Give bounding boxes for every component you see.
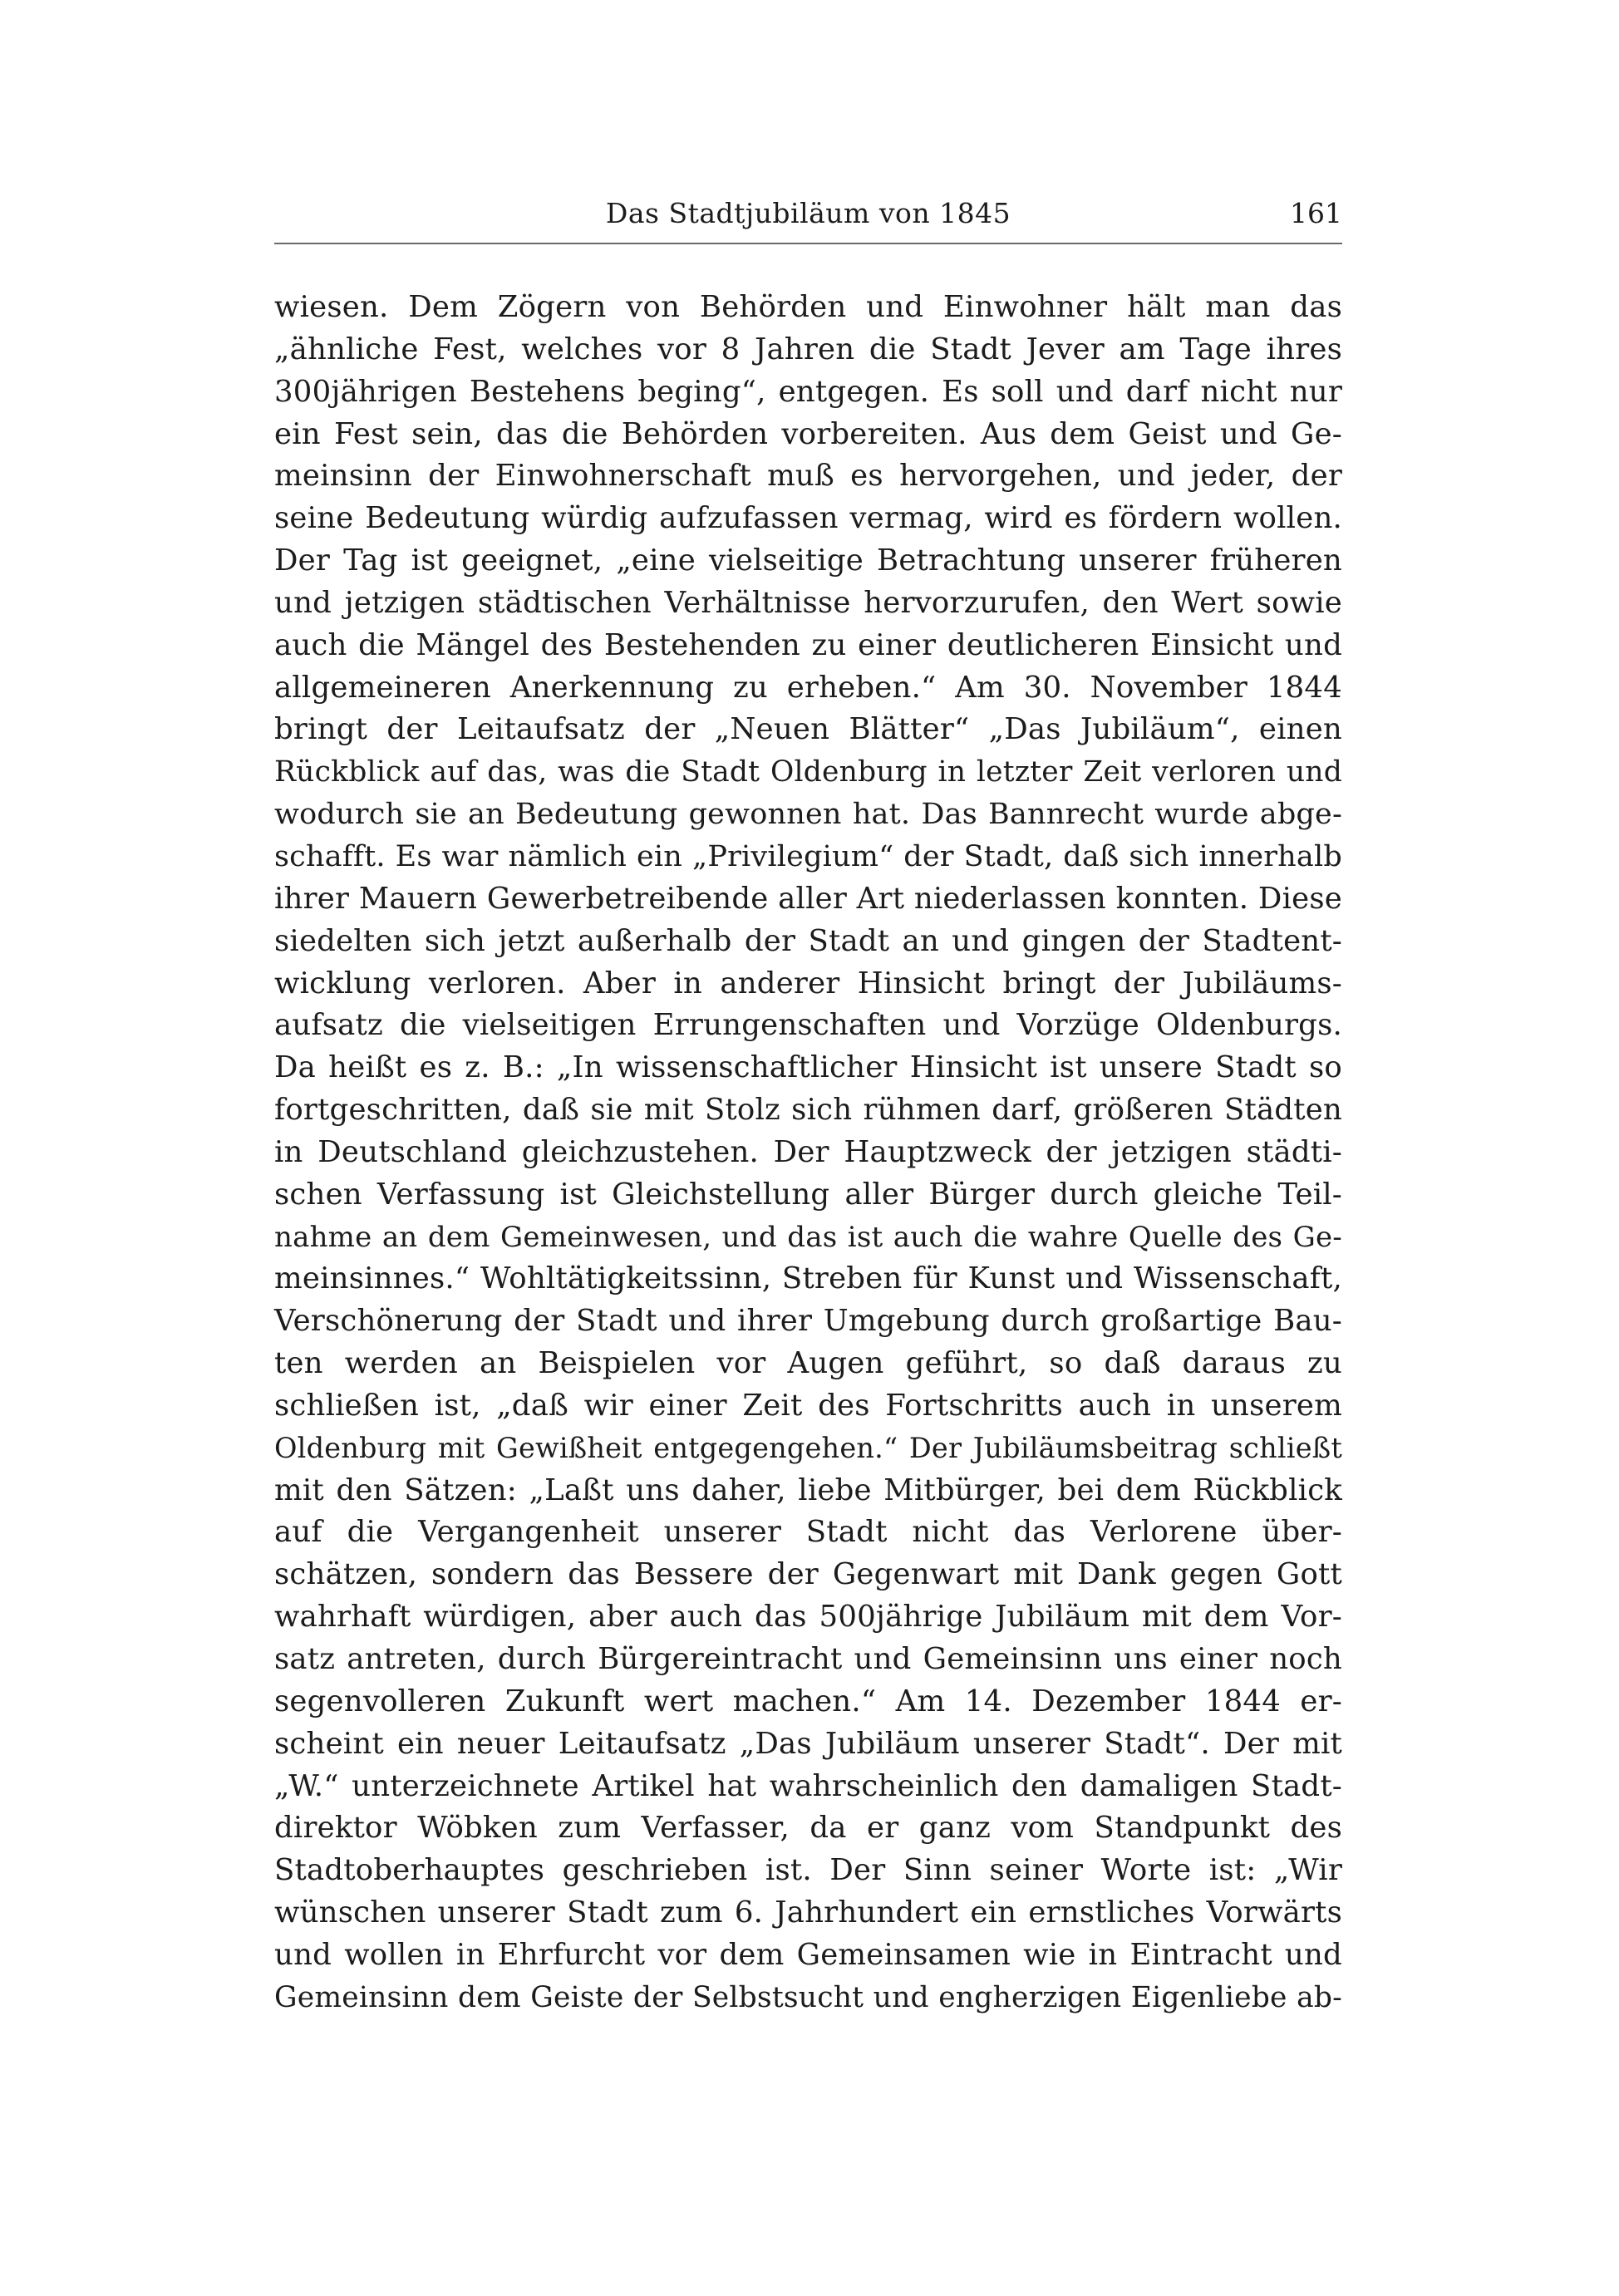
text-line: 300jährigen Bestehens beging“, entgegen. Es soll und darf nicht nur [274, 374, 1342, 409]
text-line: segenvolleren Zukunft wert machen.“ Am 14. Dezember 1844 er- [274, 1684, 1342, 1718]
text-line: siedelten sich jetzt außerhalb der Stadt an und gingen der Stadtent- [274, 923, 1342, 958]
text-line: wünschen unserer Stadt zum 6. Jahrhundert ein ernstliches Vorwärts [274, 1895, 1342, 1930]
text-line: direktor Wöbken zum Verfasser, da er ganz vom Standpunkt des [274, 1811, 1342, 1846]
text-line: mit den Sätzen: „Laßt uns daher, liebe Mitbürger, bei dem Rückblick [274, 1472, 1342, 1507]
body-text [274, 287, 1342, 2019]
text-line: ihrer Mauern Gewerbetreibende aller Art niederlassen konnten. Diese [274, 881, 1342, 916]
text-line: meinsinn der Einwohnerschaft muß es hervorgehen, und jeder, der [274, 459, 1342, 494]
running-header [274, 193, 1342, 234]
text-line: aufsatz die vielseitigen Errungenschaften und Vorzüge Oldenburgs. [274, 1008, 1342, 1043]
header-rule [274, 243, 1342, 244]
text-line: und wollen in Ehrfurcht vor dem Gemeinsamen wie in Eintracht und [274, 1937, 1342, 1972]
text-line: fortgeschritten, daß sie mit Stolz sich rühmen darf, größeren Städten [274, 1093, 1342, 1128]
text-line: wahrhaft würdigen, aber auch das 500jährige Jubiläum mit dem Vor- [274, 1600, 1342, 1635]
text-line: schätzen, sondern das Bessere der Gegenwart mit Dank gegen Gott [274, 1557, 1342, 1592]
text-line: „W.“ unterzeichnete Artikel hat wahrscheinlich den damaligen Stadt- [274, 1768, 1342, 1803]
text-line: auf die Vergangenheit unserer Stadt nicht das Verlorene über- [274, 1515, 1342, 1550]
text-line: wicklung verloren. Aber in anderer Hinsicht bringt der Jubiläums- [274, 966, 1342, 1001]
text-line: auch die Mängel des Bestehenden zu einer deutlicheren Einsicht und [274, 627, 1342, 662]
text-line: satz antreten, durch Bürgereintracht und Gemeinsinn uns einer noch [274, 1642, 1342, 1676]
text-line: allgemeineren Anerkennung zu erheben.“ Am 30. November 1844 [274, 670, 1342, 705]
text-line: „ähnliche Fest, welches vor 8 Jahren die Stadt Jever am Tage ihres [274, 332, 1342, 366]
text-line: Rückblick auf das, was die Stadt Oldenburg in letzter Zeit verloren und [274, 755, 1342, 789]
text-line: schen Verfassung ist Gleichstellung aller Bürger durch gleiche Teil- [274, 1177, 1342, 1212]
text-line: scheint ein neuer Leitaufsatz „Das Jubiläum unserer Stadt“. Der mit [274, 1726, 1342, 1761]
page-number: 161 [1290, 197, 1342, 229]
text-line: Oldenburg mit Gewißheit entgegengehen.“ Der Jubiläumsbeitrag schließt [274, 1431, 1342, 1464]
text-line: meinsinnes.“ Wohltätigkeitssinn, Streben für Kunst und Wissenschaft, [274, 1261, 1342, 1296]
text-line: nahme an dem Gemeinwesen, und das ist auch die wahre Quelle des Ge- [274, 1220, 1342, 1254]
text-line: wodurch sie an Bedeutung gewonnen hat. Das Bannrecht wurde abge- [274, 798, 1342, 832]
text-line: schließen ist, „daß wir einer Zeit des Fortschritts auch in unserem [274, 1388, 1342, 1423]
text-line: Stadtoberhauptes geschrieben ist. Der Sinn seiner Worte ist: „Wir [274, 1853, 1342, 1888]
text-line: Verschönerung der Stadt und ihrer Umgebung durch großartige Bau- [274, 1304, 1342, 1339]
text-line: Da heißt es z. B.: „In wissenschaftlicher Hinsicht ist unsere Stadt so [274, 1050, 1342, 1085]
text-line: ein Fest sein, das die Behörden vorbereiten. Aus dem Geist und Ge- [274, 416, 1342, 451]
text-line: schafft. Es war nämlich ein „Privilegium“ der Stadt, daß sich innerhalb [274, 839, 1342, 873]
text-line: in Deutschland gleichzustehen. Der Hauptzweck der jetzigen städti- [274, 1134, 1342, 1169]
text-line: bringt der Leitaufsatz der „Neuen Blätter“ „Das Jubiläum“, einen [274, 712, 1342, 747]
text-line: Der Tag ist geeignet, „eine vielseitige Betrachtung unserer früheren [274, 543, 1342, 578]
text-line: Gemeinsinn dem Geiste der Selbstsucht und engherzigen Eigenliebe ab- [274, 1980, 1342, 2014]
running-title: Das Stadtjubiläum von 1845 [605, 197, 1011, 229]
text-line: ten werden an Beispielen vor Augen geführt, so daß daraus zu [274, 1346, 1342, 1381]
text-line: wiesen. Dem Zögern von Behörden und Einwohner hält man das [274, 290, 1342, 324]
text-line: und jetzigen städtischen Verhältnisse hervorzurufen, den Wert sowie [274, 585, 1342, 620]
text-line: seine Bedeutung würdig aufzufassen vermag, wird es fördern wollen. [274, 501, 1342, 536]
